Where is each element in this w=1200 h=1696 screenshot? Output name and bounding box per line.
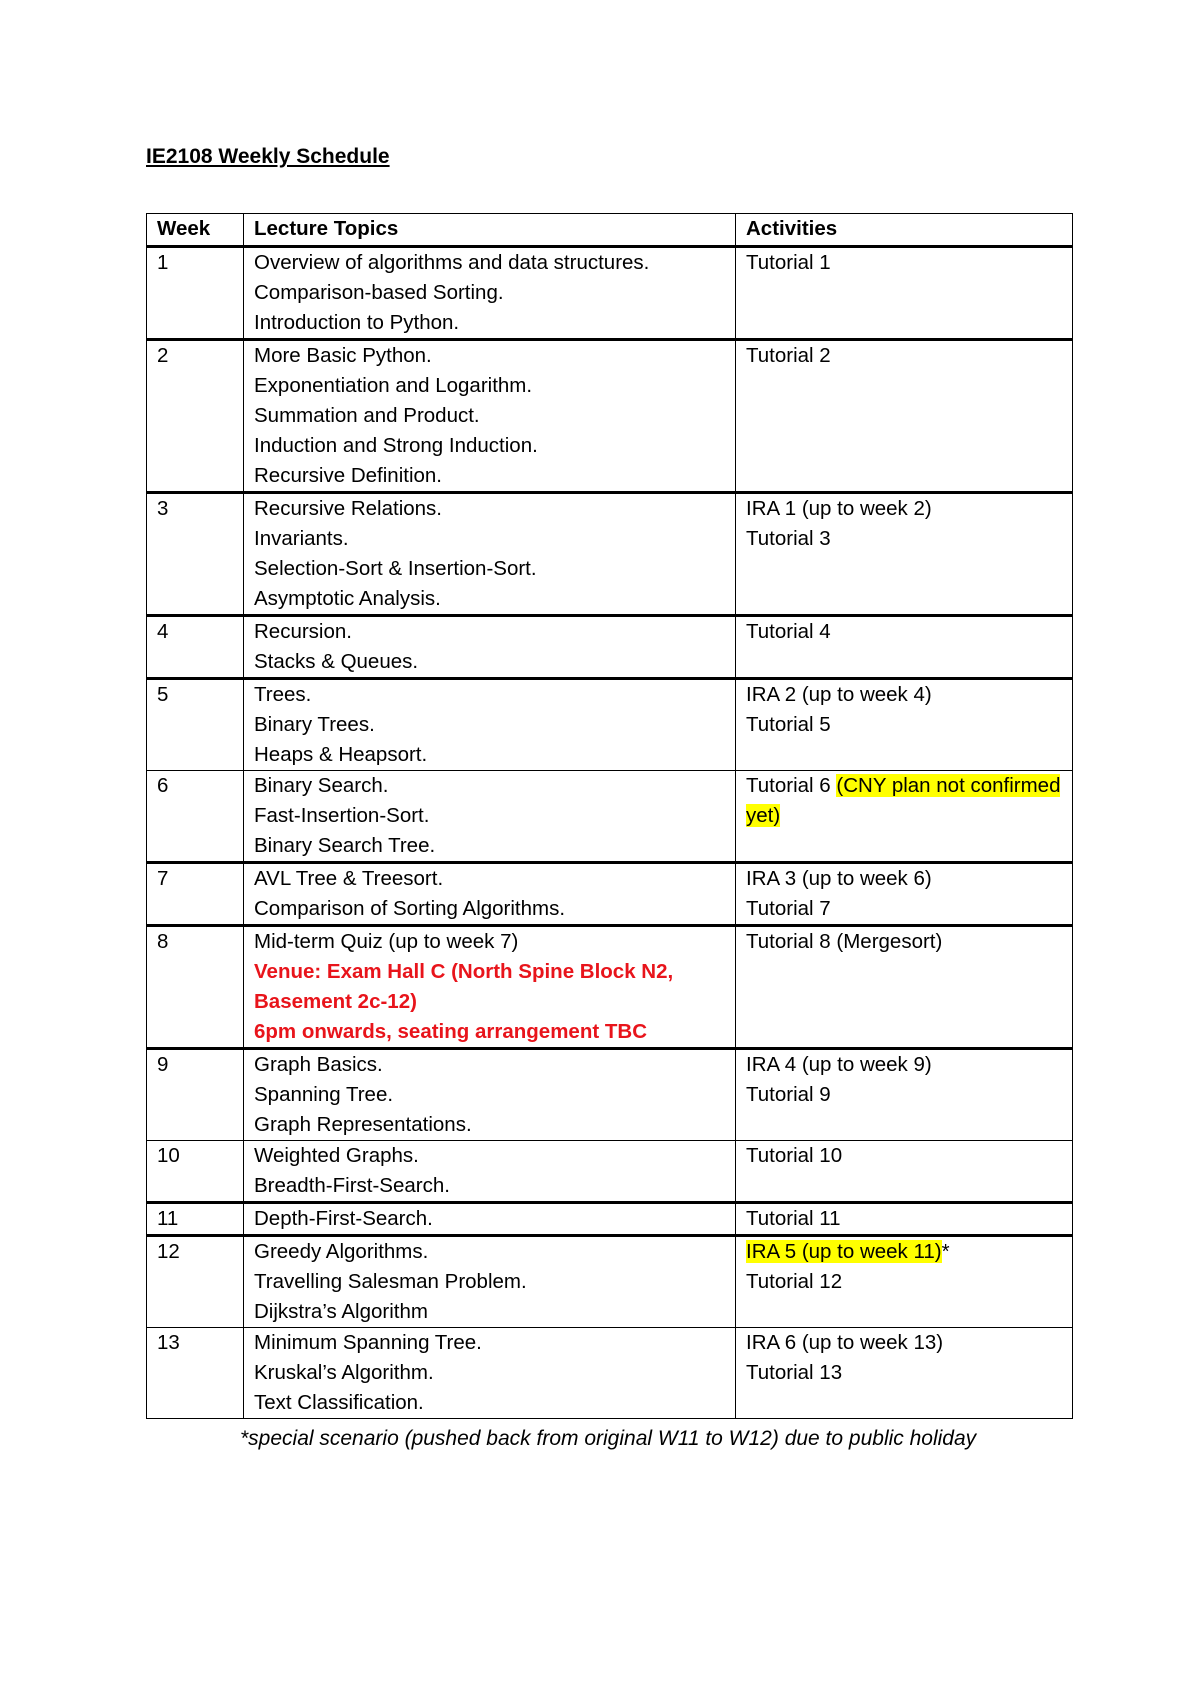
activities-cell (736, 247, 1073, 340)
activity-line: IRA 1 (up to week 2) (746, 497, 932, 520)
activity-line: Tutorial 10 (746, 1144, 843, 1167)
activities-cell (736, 1049, 1073, 1141)
week-cell: 6 (147, 771, 244, 863)
topic-line: Recursive Relations. (254, 497, 442, 520)
topic-line: Overview of algorithms and data structures. (254, 251, 650, 274)
week-cell: 1 (147, 247, 244, 340)
table-row (147, 1203, 1073, 1236)
topic-line: Greedy Algorithms. (254, 1240, 429, 1263)
table-row (147, 771, 1073, 863)
page-title: IE2108 Weekly Schedule (146, 145, 390, 168)
week-cell: 11 (147, 1203, 244, 1236)
venue-notice-line: Venue: Exam Hall C (North Spine Block N2, (254, 960, 674, 983)
activities-cell (736, 1328, 1073, 1419)
topics-cell (244, 1328, 736, 1419)
activity-line: Tutorial 4 (746, 620, 831, 643)
topic-line: Depth-First-Search. (254, 1207, 433, 1230)
topics-cell (244, 340, 736, 493)
topic-line: Stacks & Queues. (254, 650, 419, 673)
topic-line: Weighted Graphs. (254, 1144, 419, 1167)
week-cell: 3 (147, 493, 244, 616)
activities-cell (736, 679, 1073, 771)
topic-line: Recursion. (254, 620, 352, 643)
topics-cell (244, 1141, 736, 1203)
activities-cell (736, 340, 1073, 493)
table-row (147, 1141, 1073, 1203)
topic-line: Exponentiation and Logarithm. (254, 374, 533, 397)
activities-cell (736, 493, 1073, 616)
activity-text: Tutorial 6 (746, 774, 837, 797)
topic-line: More Basic Python. (254, 344, 432, 367)
topic-line: Recursive Definition. (254, 464, 442, 487)
activity-line: Tutorial 1 (746, 251, 831, 274)
topics-cell (244, 616, 736, 679)
activity-line: Tutorial 5 (746, 713, 831, 736)
week-cell: 9 (147, 1049, 244, 1141)
venue-notice-line: Basement 2c-12) (254, 990, 417, 1013)
activity-line: IRA 3 (up to week 6) (746, 867, 932, 890)
footnote-marker: * (941, 1240, 950, 1263)
table-row (147, 247, 1073, 340)
table-row (147, 1049, 1073, 1141)
highlighted-note: (CNY plan not confirmed yet) (746, 774, 1061, 827)
topics-cell (244, 1236, 736, 1328)
activity-line: Tutorial 8 (Mergesort) (746, 930, 943, 953)
footnote: *special scenario (pushed back from original W11 to W12) due to public holiday (240, 1427, 977, 1450)
topic-line: Invariants. (254, 527, 349, 550)
topic-line: Graph Representations. (254, 1113, 472, 1136)
highlighted-note: IRA 5 (up to week 11) (746, 1240, 942, 1263)
table-row (147, 863, 1073, 926)
topic-line: Kruskal’s Algorithm. (254, 1361, 434, 1384)
topic-line: Mid-term Quiz (up to week 7) (254, 930, 519, 953)
topics-cell (244, 493, 736, 616)
table-header-row (147, 214, 1073, 247)
topics-cell (244, 679, 736, 771)
topic-line: Graph Basics. (254, 1053, 383, 1076)
week-cell: 12 (147, 1236, 244, 1328)
activity-line: IRA 6 (up to week 13) (746, 1331, 944, 1354)
table-row (147, 1328, 1073, 1419)
topic-line: Induction and Strong Induction. (254, 434, 538, 457)
table-row (147, 616, 1073, 679)
table-row (147, 493, 1073, 616)
activity-line: Tutorial 12 (746, 1270, 843, 1293)
topic-line: Heaps & Heapsort. (254, 743, 428, 766)
activities-cell (736, 1141, 1073, 1203)
activity-line: Tutorial 2 (746, 344, 831, 367)
activity-line: Tutorial 7 (746, 897, 831, 920)
activities-cell (736, 926, 1073, 1049)
time-notice-line: 6pm onwards, seating arrangement TBC (254, 1020, 648, 1043)
topic-line: Binary Search Tree. (254, 834, 436, 857)
topic-line: Asymptotic Analysis. (254, 587, 441, 610)
table-row (147, 340, 1073, 493)
topic-line: Comparison-based Sorting. (254, 281, 504, 304)
activities-cell (736, 616, 1073, 679)
topics-cell (244, 1049, 736, 1141)
topic-line: Text Classification. (254, 1391, 424, 1414)
activity-line (746, 771, 1062, 831)
week-cell: 5 (147, 679, 244, 771)
header-activities: Activities (736, 214, 1073, 247)
topic-line: Binary Trees. (254, 713, 375, 736)
topic-line: Fast-Insertion-Sort. (254, 804, 430, 827)
topic-line: Introduction to Python. (254, 311, 460, 334)
schedule-table (146, 213, 1073, 1419)
activities-cell (736, 1236, 1073, 1328)
topic-line: Selection-Sort & Insertion-Sort. (254, 557, 537, 580)
table-row (147, 926, 1073, 1049)
topics-cell (244, 247, 736, 340)
topics-cell (244, 863, 736, 926)
topic-line: Travelling Salesman Problem. (254, 1270, 527, 1293)
week-cell: 2 (147, 340, 244, 493)
topic-line: AVL Tree & Treesort. (254, 867, 444, 890)
topic-line: Breadth-First-Search. (254, 1174, 450, 1197)
header-lecture-topics: Lecture Topics (244, 214, 736, 247)
topic-line: Summation and Product. (254, 404, 480, 427)
week-cell: 10 (147, 1141, 244, 1203)
activities-cell (736, 1203, 1073, 1236)
activity-line (746, 1237, 1062, 1267)
header-week: Week (147, 214, 244, 247)
table-row (147, 1236, 1073, 1328)
table-row (147, 679, 1073, 771)
topic-line: Spanning Tree. (254, 1083, 394, 1106)
week-cell: 13 (147, 1328, 244, 1419)
topics-cell (244, 1203, 736, 1236)
activity-line: IRA 4 (up to week 9) (746, 1053, 932, 1076)
activities-cell (736, 863, 1073, 926)
topics-cell (244, 771, 736, 863)
activity-line: Tutorial 11 (746, 1207, 841, 1230)
activities-cell (736, 771, 1073, 863)
activity-line: Tutorial 3 (746, 527, 831, 550)
week-cell: 7 (147, 863, 244, 926)
activity-line: IRA 2 (up to week 4) (746, 683, 932, 706)
activity-line: Tutorial 9 (746, 1083, 831, 1106)
topic-line: Binary Search. (254, 774, 389, 797)
topic-line: Trees. (254, 683, 312, 706)
activity-line: Tutorial 13 (746, 1361, 843, 1384)
topic-line: Dijkstra’s Algorithm (254, 1300, 428, 1323)
week-cell: 4 (147, 616, 244, 679)
topics-cell (244, 926, 736, 1049)
topic-line: Comparison of Sorting Algorithms. (254, 897, 566, 920)
week-cell: 8 (147, 926, 244, 1049)
topic-line: Minimum Spanning Tree. (254, 1331, 482, 1354)
